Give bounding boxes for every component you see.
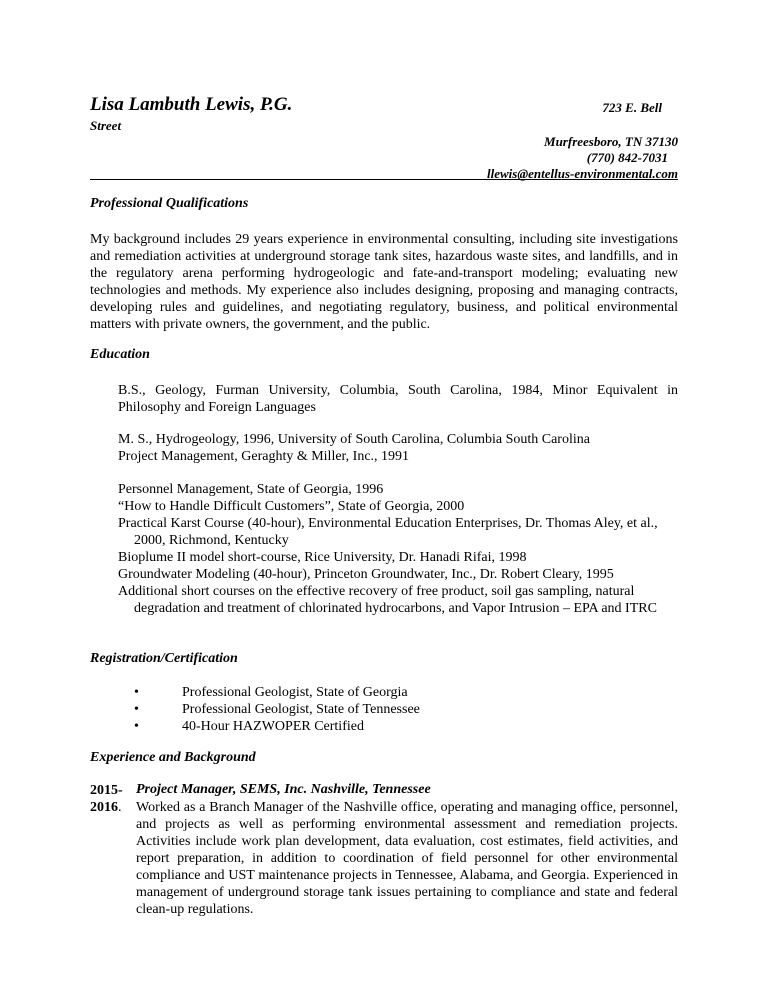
years-end: 2016 xyxy=(90,800,118,815)
registration-heading: Registration/Certification xyxy=(90,651,238,666)
bullet: • xyxy=(134,685,139,700)
list-item xyxy=(134,684,420,701)
list-item xyxy=(134,701,420,718)
qualifications-heading: Professional Qualifications xyxy=(90,196,249,211)
street-address-part2: Street xyxy=(90,118,122,133)
education-heading: Education xyxy=(90,347,150,362)
header-divider xyxy=(90,179,678,180)
experience-heading: Experience and Background xyxy=(90,750,256,765)
course-item: “How to Handle Difficult Customers”, State of Georgia, 2000 xyxy=(118,499,465,514)
bullet: • xyxy=(134,702,139,717)
course-item: Practical Karst Course (40-hour), Environmental Education Enterprises, Dr. Thomas Aley, et al., 2000, Richmond, Kentucky xyxy=(118,516,658,548)
course-item: Bioplume II model short-course, Rice University, Dr. Hanadi Rifai, 1998 xyxy=(118,550,527,565)
certification-list xyxy=(134,684,420,735)
bullet: • xyxy=(134,719,139,734)
experience-years xyxy=(90,782,123,816)
candidate-name: Lisa Lambuth Lewis, P.G. xyxy=(90,94,293,115)
course-item: Groundwater Modeling (40-hour), Princeton Groundwater, Inc., Dr. Robert Cleary, 1995 xyxy=(118,567,614,582)
certification-item: 40-Hour HAZWOPER Certified xyxy=(182,719,364,734)
course-item: Additional short courses on the effective recovery of free product, soil gas sampling, natural degradation and treatment of chlorinated hydrocarbons, and Vapor Intrusion – EPA and ITRC xyxy=(118,584,657,616)
experience-title: Project Manager, SEMS, Inc. Nashville, Tennessee xyxy=(136,782,431,797)
list-item xyxy=(134,718,420,735)
degree-bs xyxy=(118,382,678,416)
experience-description: Worked as a Branch Manager of the Nashville office, operating and managing office, personnel, and projects as well as performing environmental assessment and remediation projects. Activities include work plan development, data evaluation, cost estimates, field activities, and report preparation, in addition to coordination of field personnel for other environmental compliance and UST maintenance projects in Tennessee, Alabama, and Georgia. Experienced in management of underground storage tank issues pertaining to compliance and state and federal clean-up regulations. xyxy=(136,800,678,917)
city-state-zip: Murfreesboro, TN 37130 xyxy=(544,134,678,149)
project-management-course: Project Management, Geraghty & Miller, Inc., 1991 xyxy=(118,449,410,464)
courses-list xyxy=(118,481,678,617)
degree-bs-text: B.S., Geology, Furman University, Columbia, South Carolina, 1984, Minor Equivalent in Philosophy and Foreign Languages xyxy=(118,383,678,415)
degree-ms-block xyxy=(118,431,678,465)
years-start: 2015- xyxy=(90,783,123,798)
course-item: Personnel Management, State of Georgia, 1996 xyxy=(118,482,384,497)
email-address[interactable]: llewis@entellus-environmental.com xyxy=(486,166,678,181)
certification-item: Professional Geologist, State of Georgia xyxy=(182,685,408,700)
qualifications-text: My background includes 29 years experience in environmental consulting, including site investigations and remediation activities at underground storage tank sites, hazardous waste sites, and landfills, and in the regulatory arena performing hydrogeologic and fate-and-transport modeling; evaluating new technologies and methods. My experience also includes designing, proposing and managing contracts, developing rules and guidelines, and negotiating regulatory, business, and political environmental matters with private owners, the government, and the public. xyxy=(90,232,678,332)
street-address-part1: 723 E. Bell xyxy=(602,100,662,115)
years-end-line xyxy=(90,799,123,816)
years-punct: . xyxy=(118,800,122,815)
degree-ms-text: M. S., Hydrogeology, 1996, University of South Carolina, Columbia South Carolina xyxy=(118,432,590,447)
contact-block xyxy=(487,134,678,182)
certification-item: Professional Geologist, State of Tennessee xyxy=(182,702,420,717)
phone-number: (770) 842-7031 xyxy=(586,150,668,165)
